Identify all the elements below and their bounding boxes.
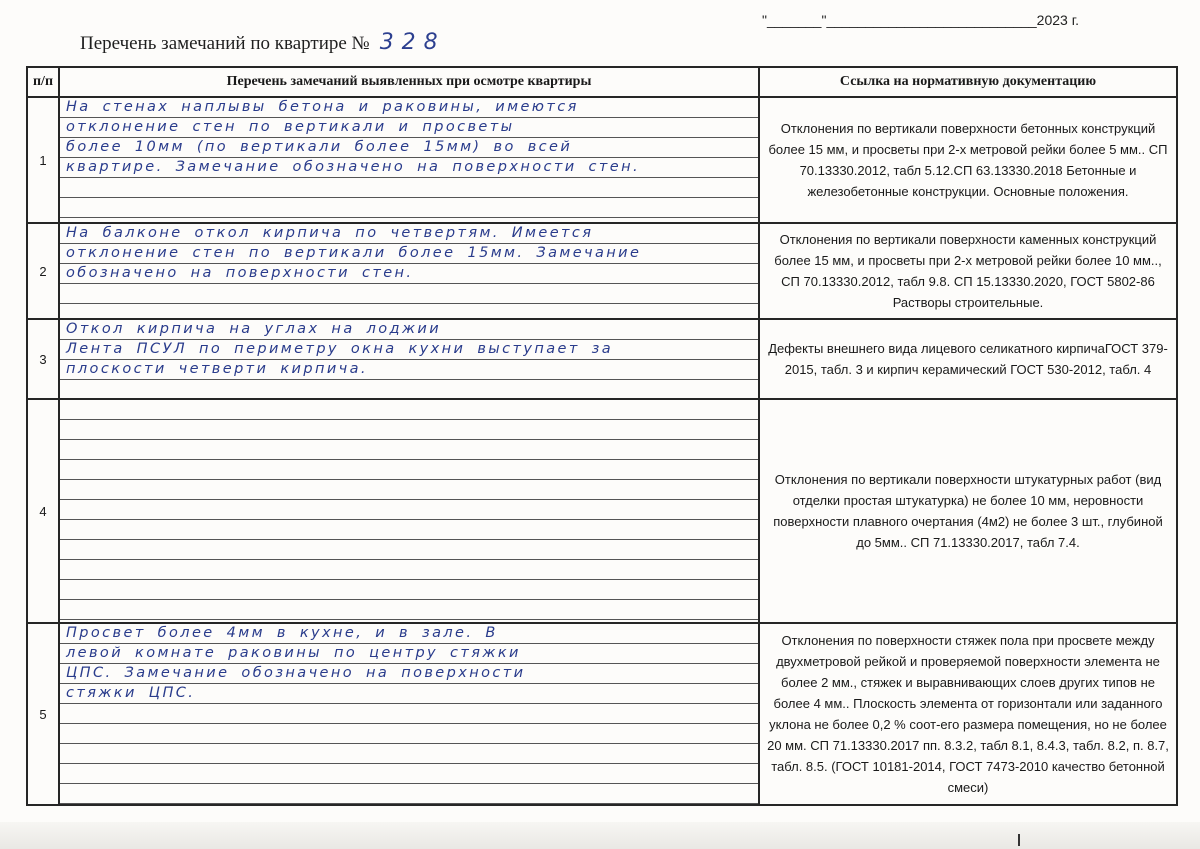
table-row bbox=[27, 97, 1177, 223]
row-number: 1 bbox=[27, 97, 59, 223]
remark-cell bbox=[59, 223, 759, 319]
date-line: "_______"___________________________2023 г. bbox=[762, 12, 1079, 28]
row-number: 2 bbox=[27, 223, 59, 319]
reference-cell: Отклонения по вертикали поверхности каменных конструкций более 15 мм, и просветы при 2-х метровой рейки более 10 мм.., СП 70.13330.2012, табл 9.8. СП 15.13330.2020, ГОСТ 5802-86 Растворы строительные. bbox=[759, 223, 1177, 319]
scan-edge bbox=[0, 822, 1200, 849]
header-reference: Ссылка на нормативную документацию bbox=[759, 67, 1177, 97]
remark-cell bbox=[59, 319, 759, 399]
remark-cell bbox=[59, 623, 759, 805]
ruled-lines bbox=[60, 98, 758, 222]
scan-mark bbox=[1018, 834, 1020, 846]
ruled-lines bbox=[60, 624, 758, 804]
handwritten-remark: Просвет более 4мм в кухне, и в зале. В левой комнате раковины по центру стяжки ЦПС. Замечание обозначено на поверхности стяжки ЦПС. bbox=[66, 625, 526, 701]
table-header-row bbox=[27, 67, 1177, 97]
header-remarks: Перечень замечаний выявленных при осмотре квартиры bbox=[59, 67, 759, 97]
row-number: 3 bbox=[27, 319, 59, 399]
row-number: 4 bbox=[27, 399, 59, 623]
table-row bbox=[27, 623, 1177, 805]
row-number: 5 bbox=[27, 623, 59, 805]
page-title bbox=[80, 30, 446, 55]
header-num: п/п bbox=[27, 67, 59, 97]
reference-cell: Отклонения по вертикали поверхности штукатурных работ (вид отделки простая штукатурка) не более 10 мм, неровности поверхности плавного очертания (4м2) не более 3 шт., глубиной до 5мм.. СП 71.13330.2017, табл 7.4. bbox=[759, 399, 1177, 623]
remark-cell bbox=[59, 399, 759, 623]
table-row bbox=[27, 319, 1177, 399]
handwritten-remark: На балконе откол кирпича по четвертям. Имеется отклонение стен по вертикали более 15мм. Замечание обозначено на поверхности стен. bbox=[66, 225, 642, 281]
ruled-lines bbox=[60, 400, 758, 622]
ruled-lines bbox=[60, 224, 758, 318]
ruled-lines bbox=[60, 320, 758, 398]
reference-cell: Отклонения по вертикали поверхности бетонных конструкций более 15 мм, и просветы при 2-х метровой рейки более 5 мм.. СП 70.13330.2012, табл 5.12.СП 63.13330.2018 Бетонные и железобетонные конструкции. Основные положения. bbox=[759, 97, 1177, 223]
table-row bbox=[27, 223, 1177, 319]
remarks-table bbox=[26, 66, 1178, 806]
reference-cell: Отклонения по поверхности стяжек пола при просвете между двухметровой рейкой и проверяемой поверхности элемента не более 2 мм., стяжек и выравнивающих слоев других типов не более 4 мм.. Плоскость элемента от горизонтали или заданного уклона не более 0,2 % соот-его размера помещения, но не более 20 мм. СП 71.13330.2017 пп. 8.3.2, табл 8.1, 8.4.3, табл. 8.2, п. 8.7, табл. 8.5. (ГОСТ 10181-2014, ГОСТ 7473-2010 качество бетонной смеси) bbox=[759, 623, 1177, 805]
title-text: Перечень замечаний по квартире № bbox=[80, 33, 370, 54]
handwritten-remark: Откол кирпича на углах на лоджии Лента ПСУЛ по периметру окна кухни выступает за плоскости четверти кирпича. bbox=[66, 321, 614, 377]
reference-cell: Дефекты внешнего вида лицевого селикатного кирпичаГОСТ 379-2015, табл. 3 и кирпич керамический ГОСТ 530-2012, табл. 4 bbox=[759, 319, 1177, 399]
handwritten-remark: На стенах наплывы бетона и раковины, имеются отклонение стен по вертикали и просветы более 10мм (по вертикали более 15мм) во всей квартире. Замечание обозначено на поверхности стен. bbox=[66, 99, 640, 175]
table-row bbox=[27, 399, 1177, 623]
apartment-number: 328 bbox=[379, 30, 446, 55]
remark-cell bbox=[59, 97, 759, 223]
